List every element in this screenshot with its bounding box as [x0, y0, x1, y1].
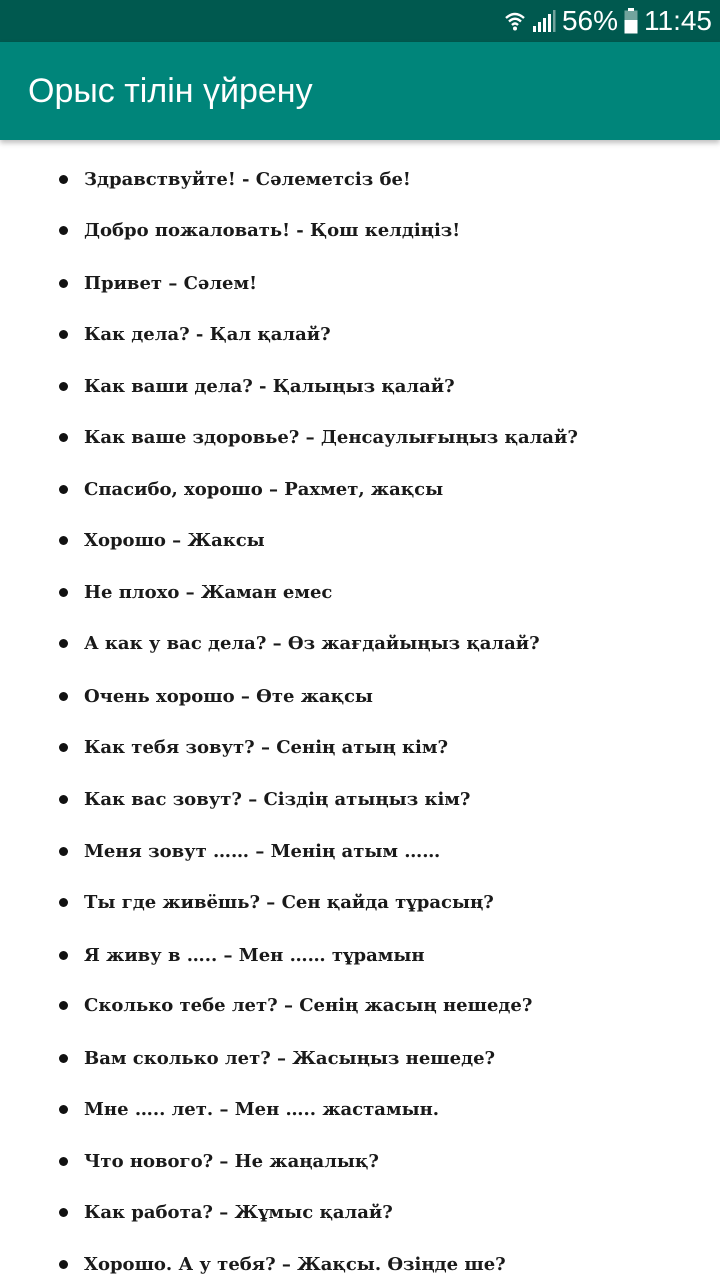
- bullet-icon: [59, 1054, 68, 1063]
- phrase-text: Я живу в ….. – Мен …… тұрамын: [84, 945, 425, 966]
- phrase-text: Как ваше здоровье? – Денсаулығыңыз қалай?: [84, 427, 578, 448]
- bullet-icon: [59, 433, 68, 442]
- phrase-list-container[interactable]: [0, 140, 720, 1280]
- bullet-icon: [59, 1157, 68, 1166]
- phrase-text: Как тебя зовут? – Сенің атың кім?: [84, 737, 449, 758]
- list-item: [0, 1246, 720, 1280]
- bullet-icon: [59, 1208, 68, 1217]
- battery-icon: [624, 8, 638, 34]
- bullet-icon: [59, 382, 68, 391]
- phrase-text: Ты где живёшь? – Сен қайда тұрасың?: [84, 892, 494, 913]
- list-item: [0, 1091, 720, 1131]
- list-item: [0, 987, 720, 1027]
- bullet-icon: [59, 330, 68, 339]
- list-item: [0, 368, 720, 408]
- bullet-icon: [59, 639, 68, 648]
- list-item: [0, 1143, 720, 1183]
- status-indicators: [504, 0, 712, 42]
- wifi-icon: [504, 9, 526, 33]
- phrase-text: Вам сколько лет? – Жасыңыз нешеде?: [84, 1048, 496, 1069]
- bullet-icon: [59, 1001, 68, 1010]
- list-item: [0, 729, 720, 769]
- phrase-text: Мне ….. лет. – Мен ….. жастамын.: [84, 1099, 440, 1120]
- signal-icon: [532, 9, 556, 33]
- bullet-icon: [59, 898, 68, 907]
- clock: 11:45: [644, 5, 712, 36]
- phrase-text: А как у вас дела? – Өз жағдайыңыз қалай?: [84, 633, 540, 654]
- list-item: [0, 316, 720, 356]
- battery-percent: 56%: [561, 5, 618, 36]
- list-item: [0, 212, 720, 252]
- list-item: [0, 781, 720, 821]
- phrase-text: Сколько тебе лет? – Сенің жасың нешеде?: [84, 995, 533, 1016]
- phrase-text: Очень хорошо – Өте жақсы: [84, 686, 373, 707]
- list-item: [0, 1040, 720, 1080]
- phrase-text: Как работа? – Жұмыс қалай?: [84, 1202, 393, 1223]
- list-item: [0, 937, 720, 977]
- list-item: [0, 833, 720, 873]
- list-item: [0, 884, 720, 924]
- list-item: [0, 678, 720, 718]
- bullet-icon: [59, 847, 68, 856]
- bullet-icon: [59, 1260, 68, 1269]
- app-bar: [0, 42, 720, 140]
- phrase-text: Как ваши дела? - Қалыңыз қалай?: [84, 376, 455, 397]
- bullet-icon: [59, 951, 68, 960]
- phrase-text: Меня зовут …… – Менің атым ……: [84, 841, 441, 862]
- bullet-icon: [59, 279, 68, 288]
- list-item: [0, 265, 720, 305]
- bullet-icon: [59, 536, 68, 545]
- list-item: [0, 419, 720, 459]
- bullet-icon: [59, 485, 68, 494]
- bullet-icon: [59, 692, 68, 701]
- bullet-icon: [59, 743, 68, 752]
- phrase-text: Хорошо – Жаксы: [84, 530, 265, 551]
- bullet-icon: [59, 1105, 68, 1114]
- phrase-text: Привет – Сәлем!: [84, 273, 258, 294]
- phrase-text: Не плохо – Жаман емес: [84, 582, 333, 603]
- page-title: Орыс тілін үйрену: [28, 72, 313, 110]
- phrase-text: Как дела? - Қал қалай?: [84, 324, 331, 345]
- bullet-icon: [59, 226, 68, 235]
- list-item: [0, 1194, 720, 1234]
- phrase-text: Что нового? – Не жаңалық?: [84, 1151, 379, 1172]
- list-item: [0, 522, 720, 562]
- bullet-icon: [59, 588, 68, 597]
- phrase-text: Добро пожаловать! - Қош келдіңіз!: [84, 220, 461, 241]
- phrase-text: Хорошо. А у тебя? – Жақсы. Өзіңде ше?: [84, 1254, 506, 1275]
- list-item: [0, 625, 720, 665]
- bullet-icon: [59, 175, 68, 184]
- status-bar: [0, 0, 720, 42]
- phrase-text: Как вас зовут? – Сіздің атыңыз кім?: [84, 789, 471, 810]
- list-item: [0, 161, 720, 201]
- phrase-text: Спасибо, хорошо – Рахмет, жақсы: [84, 479, 444, 500]
- bullet-icon: [59, 795, 68, 804]
- list-item: [0, 574, 720, 614]
- phrase-text: Здравствуйте! - Сәлеметсіз бе!: [84, 169, 411, 190]
- list-item: [0, 471, 720, 511]
